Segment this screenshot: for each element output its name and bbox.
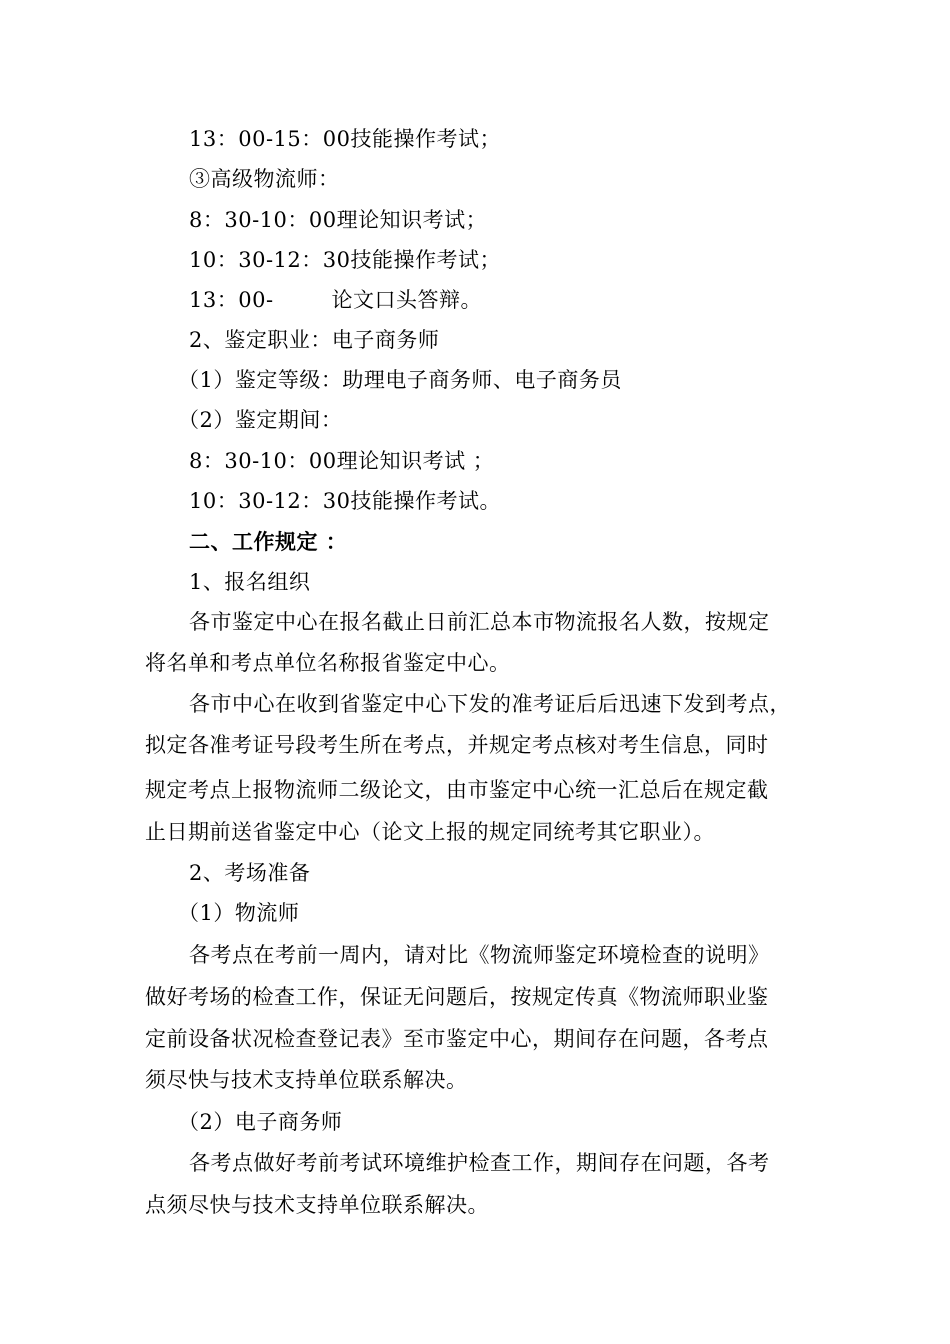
paragraph-line: 定前设备状况检查登记表》至市鉴定中心，期间存在问题，各考点 <box>145 1027 769 1051</box>
paragraph-line: 拟定各准考证号段考生所在考点，并规定考点核对考生信息，同时 <box>145 733 769 757</box>
schedule-line-6: 10：30-12：30技能操作考试。 <box>189 489 501 513</box>
schedule-line-4 <box>189 285 482 315</box>
subsection-registration: 1、报名组织 <box>189 570 311 594</box>
paragraph-line: 点须尽快与技术支持单位联系解决。 <box>145 1193 489 1217</box>
paragraph-line: 各市鉴定中心在报名截止日前汇总本市物流报名人数，按规定 <box>189 610 770 634</box>
schedule-line-1: 13：00-15：00技能操作考试； <box>189 127 501 151</box>
section-heading-ecommerce: 2、鉴定职业：电子商务师 <box>189 328 440 352</box>
paragraph-line: 各市中心在收到省鉴定中心下发的准考证后后迅速下发到考点， <box>189 692 791 716</box>
paragraph-line: 各考点在考前一周内，请对比《物流师鉴定环境检查的说明》 <box>189 943 770 967</box>
section-heading-work-rules: 二、工作规定 ： <box>189 529 348 554</box>
subsection-ecommerce: （2）电子商务师 <box>178 1110 343 1134</box>
schedule-activity: 论文口头答辩。 <box>331 288 483 312</box>
level-heading-senior-logistician: ③高级物流师： <box>189 167 340 191</box>
schedule-time: 13：00- <box>189 288 274 312</box>
paragraph-line: 各考点做好考前考试环境维护检查工作，期间存在问题，各考 <box>189 1151 770 1175</box>
schedule-line-3: 10：30-12：30技能操作考试； <box>189 248 501 272</box>
paragraph-line: 止日期前送省鉴定中心（论文上报的规定同统考其它职业）。 <box>145 820 715 844</box>
ecommerce-levels: （1）鉴定等级：助理电子商务师、电子商务员 <box>178 368 622 392</box>
paragraph-line: 将名单和考点单位名称报省鉴定中心。 <box>145 651 511 675</box>
paragraph-line: 规定考点上报物流师二级论文，由市鉴定中心统一汇总后在规定截 <box>145 778 769 802</box>
schedule-line-2: 8：30-10：00理论知识考试； <box>189 208 488 232</box>
subsection-logistician: （1）物流师 <box>178 901 300 925</box>
ecommerce-period: （2）鉴定期间： <box>178 408 343 432</box>
subsection-exam-preparation: 2、考场准备 <box>189 861 311 885</box>
paragraph-line: 做好考场的检查工作，保证无问题后，按规定传真《物流师职业鉴 <box>145 985 769 1009</box>
schedule-line-5: 8：30-10：00理论知识考试 ； <box>189 449 495 473</box>
paragraph-line: 须尽快与技术支持单位联系解决。 <box>145 1068 468 1092</box>
